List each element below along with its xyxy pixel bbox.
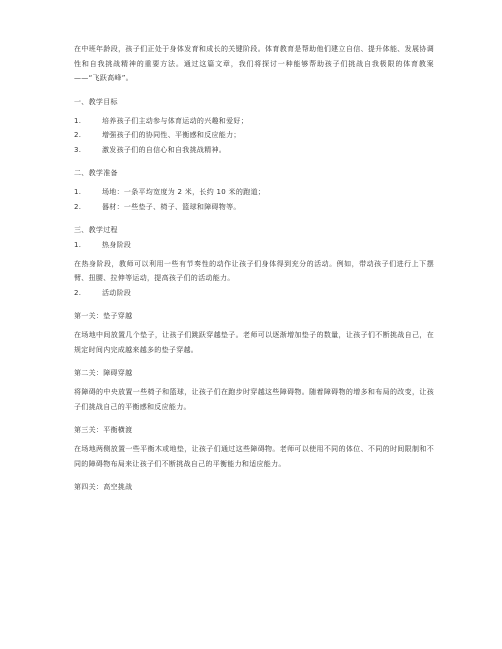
section-title-process: 三、教学过程 bbox=[74, 226, 118, 234]
list-number: 1. bbox=[74, 188, 82, 196]
level1-paragraph: 在场地中间放置几个垫子，让孩子们跳跃穿越垫子。老师可以逐渐增加垫子的数量，让孩子们不断挑战自己，在规定时间内完成越来越多的垫子穿越。 bbox=[74, 331, 434, 354]
list-text: 器材：一些垫子、椅子、篮球和障碍物等。 bbox=[102, 202, 241, 211]
subsection-title-activity bbox=[74, 286, 434, 301]
level2-paragraph: 将障碍的中央放置一些椅子和篮球，让孩子们在跑步时穿越这些障碍物。随着障碍物的增多和布局的改变，让孩子们挑战自己的平衡感和反应能力。 bbox=[74, 388, 434, 411]
level3-title: 第三关：平衡横渡 bbox=[74, 426, 133, 434]
list-text: 培养孩子们主动参与体育运动的兴趣和爱好； bbox=[102, 116, 248, 125]
section-title-prep: 二、教学准备 bbox=[74, 169, 118, 177]
subsection-title-text: 活动阶段 bbox=[102, 288, 132, 297]
level2-title: 第二关：障碍穿越 bbox=[74, 369, 133, 377]
warmup-paragraph: 在热身阶段，教师可以利用一些有节奏性的动作让孩子们身体得到充分的活动。例如，带动孩子们进行上下摆臂、扭腰、拉伸等运动，提高孩子们的活动能力。 bbox=[74, 259, 434, 282]
list-text: 增强孩子们的协同性、平衡感和反应能力； bbox=[102, 131, 241, 139]
document-page bbox=[74, 42, 434, 495]
level1-title: 第一关：垫子穿越 bbox=[74, 312, 133, 320]
list-item bbox=[74, 143, 434, 158]
goals-list bbox=[74, 114, 434, 158]
list-number: 3. bbox=[74, 145, 82, 154]
list-item bbox=[74, 114, 434, 129]
subsection-title-text: 热身阶段 bbox=[102, 240, 132, 249]
list-number: 2. bbox=[74, 131, 82, 139]
list-text: 场地：一条平均宽度为 2 米，长约 10 米的跑道； bbox=[102, 188, 266, 196]
list-item bbox=[74, 128, 434, 143]
subsection-title-warmup bbox=[74, 238, 434, 253]
list-number: 2. bbox=[74, 288, 82, 297]
list-item bbox=[74, 185, 434, 200]
list-text: 激发孩子们的自信心和自我挑战精神。 bbox=[102, 145, 227, 154]
list-item bbox=[74, 200, 434, 215]
intro-paragraph: 在中班年龄段，孩子们正处于身体发育和成长的关键阶段。体育教育是帮助他们建立自信、提升体能、发展协调性和自我挑战精神的重要方法。通过这篇文章，我们将探讨一种能够帮助孩子们挑战自我极限的体育教案——“飞跃高峰”。 bbox=[74, 45, 434, 82]
level4-title: 第四关：高空挑战 bbox=[74, 483, 133, 491]
list-number: 1. bbox=[74, 116, 82, 125]
list-number: 1. bbox=[74, 240, 82, 249]
list-number: 2. bbox=[74, 202, 82, 211]
level3-paragraph: 在场地两侧放置一些平衡木或地垫，让孩子们通过这些障碍物。老师可以使用不同的体位、不同的时间限制和不同的障碍物布局来让孩子们不断挑战自己的平衡能力和适应能力。 bbox=[74, 445, 434, 468]
prep-list bbox=[74, 185, 434, 214]
section-title-goals: 一、教学目标 bbox=[74, 97, 118, 106]
